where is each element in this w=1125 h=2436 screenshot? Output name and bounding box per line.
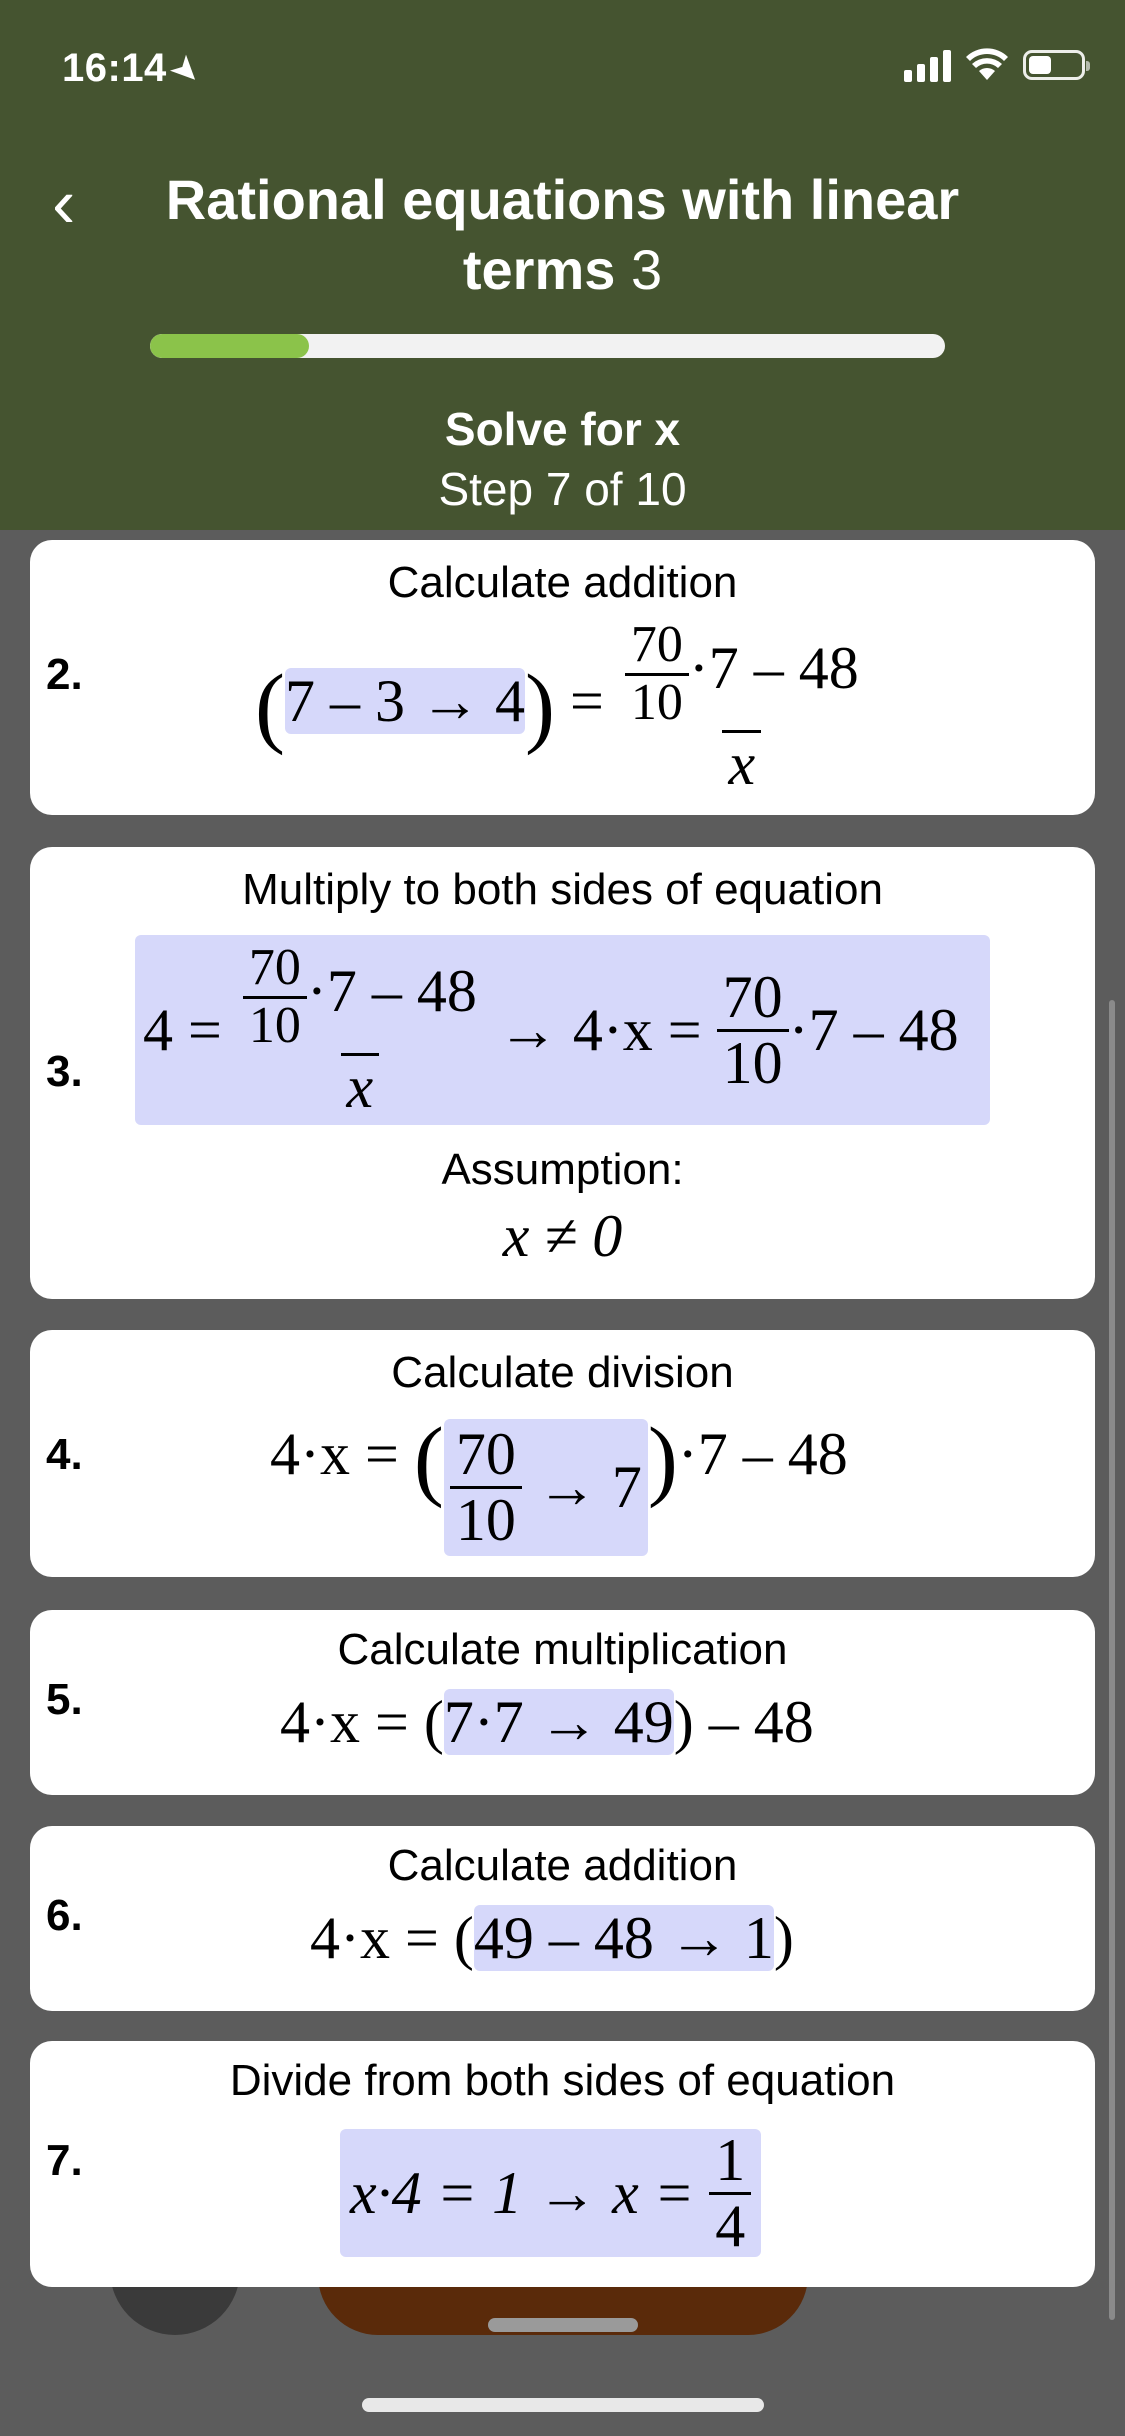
location-arrow-icon: ➤	[164, 47, 209, 93]
step-7-equation	[340, 2126, 761, 2259]
denominator-x: x	[722, 730, 761, 796]
denominator: 10	[625, 673, 689, 731]
step-label: Calculate division	[391, 1348, 734, 1397]
step-label: Calculate addition	[387, 558, 738, 607]
math-arrow: → 7	[536, 1453, 642, 1520]
header	[0, 0, 1125, 530]
sheet-handle[interactable]	[488, 2318, 638, 2332]
math-expression: x·4 = 1 → x =	[350, 2159, 695, 2226]
step-card-5	[30, 1610, 1095, 1795]
numerator: 1	[715, 2126, 746, 2193]
step-counter: Step 7 of 10	[438, 463, 687, 515]
step-card-2	[30, 540, 1095, 815]
step-label: Multiply to both sides of equation	[242, 865, 883, 914]
fraction	[619, 618, 865, 796]
step-label: Calculate multiplication	[337, 1625, 788, 1674]
home-indicator	[362, 2398, 764, 2412]
status-time	[62, 46, 209, 93]
math-tail: ·7 – 48	[306, 957, 477, 1024]
back-button[interactable]	[52, 164, 76, 242]
highlight-expression: 7 – 3 → 4	[284, 667, 525, 734]
numerator: 70	[455, 1420, 516, 1487]
step-card-3	[30, 847, 1095, 1299]
highlight-expression: 49 – 48 → 1	[473, 1905, 774, 1971]
step-6-equation: 4·x = (49 – 48 → 1)	[310, 1905, 794, 1971]
highlight-expression	[444, 1419, 648, 1556]
status-time-text: 16:14	[62, 46, 167, 90]
denominator: 10	[717, 1029, 789, 1095]
title-number: 3	[630, 238, 663, 301]
denominator: 10	[450, 1486, 522, 1552]
status-icons	[904, 48, 1085, 82]
step-card-4	[30, 1330, 1095, 1577]
math-lhs: 4 =	[143, 996, 222, 1063]
denominator: 10	[243, 996, 307, 1054]
step-label: Divide from both sides of equation	[229, 2056, 896, 2105]
fraction	[237, 938, 483, 1121]
math-lhs: 4·x =	[280, 1689, 409, 1755]
step-number: 3.	[46, 1047, 83, 1096]
numerator: 70	[248, 938, 301, 996]
step-4-equation: 4·x = ( $\frac{70}{10}$ → 7 )·7 – 48	[270, 1415, 848, 1556]
denominator: 4	[709, 2192, 751, 2258]
math-lhs: 4·x =	[310, 1905, 439, 1971]
numerator: 70	[722, 963, 783, 1030]
math-tail: ·7 – 48	[677, 1420, 848, 1487]
signal-icon	[904, 48, 951, 82]
fraction	[450, 1420, 522, 1553]
math-tail: – 48	[708, 1689, 814, 1755]
title-text: Rational equations with linear terms	[165, 168, 960, 301]
step-5-equation: 4·x = (7·7 → 49) – 48	[280, 1689, 814, 1755]
step-2-equation: (7 – 3 → 4) = $\frac{70}{10}$ ·7 – 48 x	[255, 618, 865, 796]
step-number: 6.	[46, 1891, 83, 1940]
math-tail: ·7 – 48	[788, 996, 959, 1063]
progress-fill	[150, 334, 309, 358]
step-number: 2.	[46, 650, 83, 699]
math-arrow: → 4·x =	[497, 996, 702, 1063]
page-title	[150, 165, 975, 305]
step-label: Calculate addition	[387, 1841, 738, 1890]
denominator-x: x	[341, 1053, 380, 1119]
math-lhs: 4·x =	[270, 1420, 399, 1487]
chevron-left-icon: ‹	[52, 164, 76, 242]
battery-icon	[1023, 50, 1085, 80]
fraction	[717, 963, 789, 1096]
step-3-equation	[135, 935, 990, 1125]
problem-subtitle: Solve for x	[444, 403, 681, 455]
math-tail: ·7 – 48	[688, 634, 859, 701]
step-card-6	[30, 1826, 1095, 2011]
scrollbar[interactable]	[1109, 1000, 1115, 2320]
numerator: 70	[630, 616, 683, 673]
step-number: 7.	[46, 2136, 83, 2185]
step-card-7	[30, 2041, 1095, 2287]
assumption-label: Assumption:	[441, 1145, 684, 1194]
assumption-value: x ≠ 0	[502, 1203, 623, 1269]
wifi-icon	[965, 48, 1009, 82]
highlight-expression: 7·7 → 49	[443, 1689, 674, 1755]
step-number: 5.	[46, 1675, 83, 1724]
step-number: 4.	[46, 1430, 83, 1479]
progress-bar	[150, 334, 945, 358]
fraction	[709, 2126, 751, 2259]
